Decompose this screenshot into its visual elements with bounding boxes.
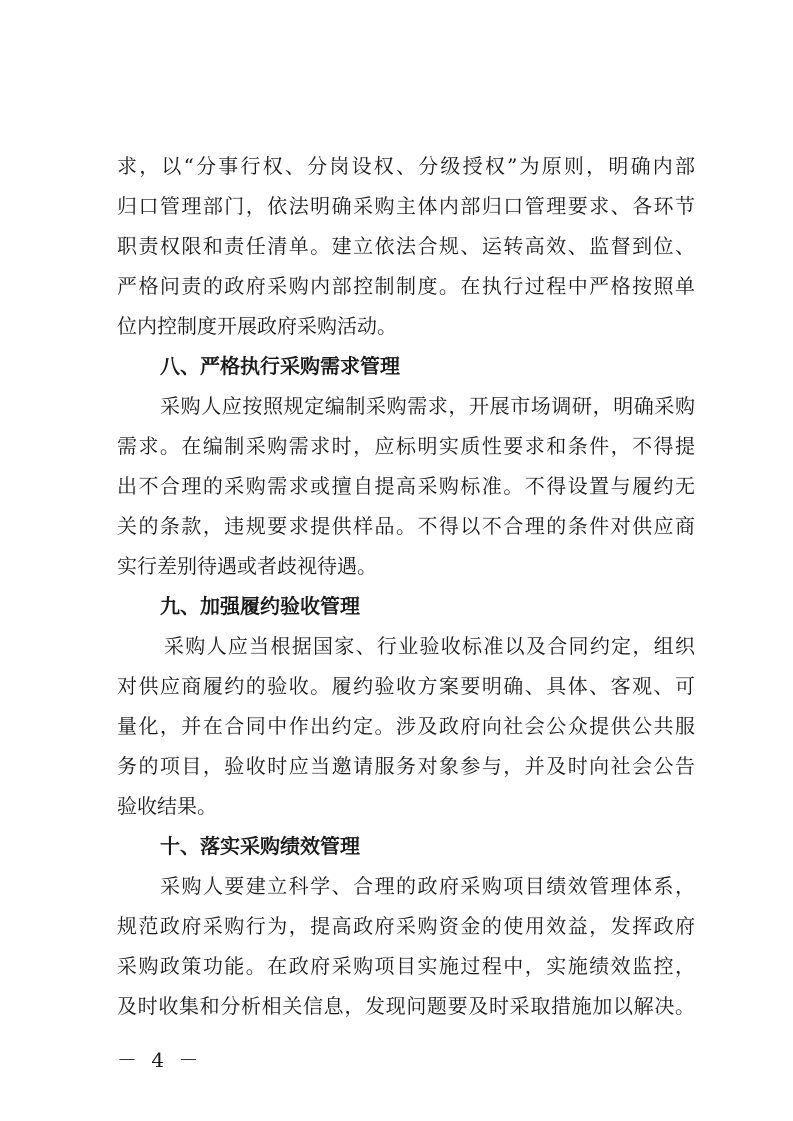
paragraph-line: 采购人应当根据国家、行业验收标准以及合同约定，组织 (164, 634, 695, 658)
paragraph-line: 采购政策功能。在政府采购项目实施过程中，实施绩效监控， (117, 954, 695, 978)
paragraph-line: 求，以“分事行权、分岗设权、分级授权”为原则，明确内部 (117, 154, 695, 178)
paragraph-line: 规范政府采购行为，提高政府采购资金的使用效益，发挥政府 (117, 914, 695, 938)
paragraph-line: 采购人应按照规定编制采购需求，开展市场调研，明确采购 (160, 394, 695, 418)
page-number: － 4 － (117, 1048, 203, 1072)
section-heading-8: 八、严格执行采购需求管理 (160, 354, 400, 378)
paragraph-line: 归口管理部门，依法明确采购主体内部归口管理要求、各环节 (117, 194, 695, 218)
paragraph-line: 位内控制度开展政府采购活动。 (117, 314, 397, 338)
paragraph-line: 职责权限和责任清单。建立依法合规、运转高效、监督到位、 (117, 234, 695, 258)
paragraph-line: 及时收集和分析相关信息，发现问题要及时采取措施加以解决。 (117, 994, 695, 1018)
paragraph-line: 务的项目，验收时应当邀请服务对象参与，并及时向社会公告 (117, 754, 695, 778)
paragraph-line: 实行差别待遇或者歧视待遇。 (117, 554, 377, 578)
paragraph-line: 验收结果。 (117, 794, 217, 818)
paragraph-line: 出不合理的采购需求或擅自提高采购标准。不得设置与履约无 (117, 474, 695, 498)
paragraph-line: 对供应商履约的验收。履约验收方案要明确、具体、客观、可 (117, 674, 695, 698)
paragraph-line: 严格问责的政府采购内部控制制度。在执行过程中严格按照单 (117, 274, 695, 298)
paragraph-line: 采购人要建立科学、合理的政府采购项目绩效管理体系， (160, 874, 695, 898)
section-heading-10: 十、落实采购绩效管理 (160, 834, 360, 858)
paragraph-line: 需求。在编制采购需求时，应标明实质性要求和条件，不得提 (117, 434, 695, 458)
section-heading-9: 九、加强履约验收管理 (160, 594, 360, 618)
paragraph-line: 关的条款，违规要求提供样品。不得以不合理的条件对供应商 (117, 514, 695, 538)
paragraph-line: 量化，并在合同中作出约定。涉及政府向社会公众提供公共服 (117, 714, 695, 738)
